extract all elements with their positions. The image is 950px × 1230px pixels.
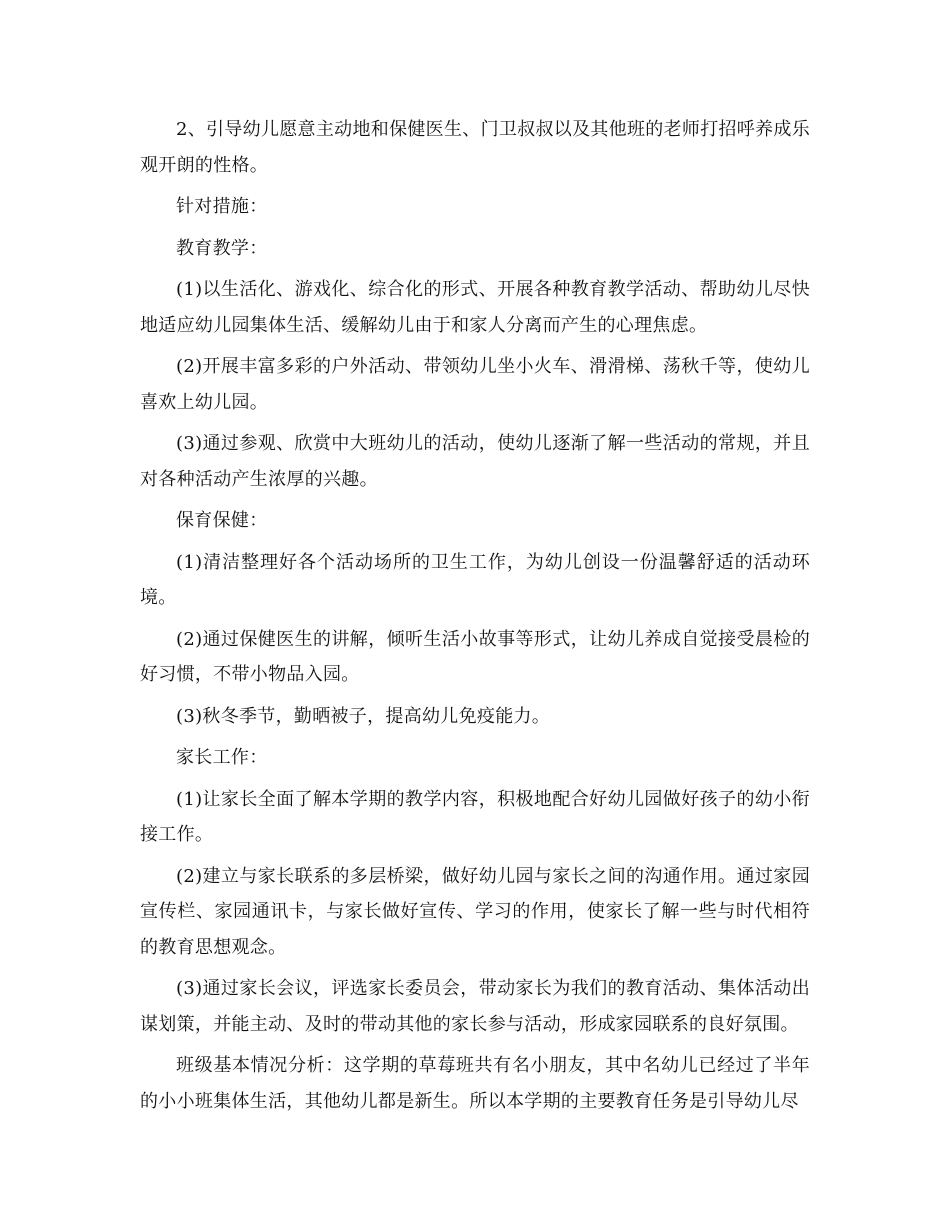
paragraph: 班级基本情况分析：这学期的草莓班共有名小朋友，其中名幼儿已经过了半年的小小班集体生活，其他幼儿都是新生。所以本学期的主要教育任务是引导幼儿尽 [140,1055,810,1112]
paragraph: 教育教学： [176,237,268,259]
paragraph: 保育保健： [176,510,268,531]
paragraph: (2)开展丰富多彩的户外活动、带领幼儿坐小火车、滑滑梯、荡秋千等，使幼儿喜欢上幼儿园。 [140,356,810,413]
paragraph: (2)通过保健医生的讲解，倾听生活小故事等形式，让幼儿养成自觉接受晨检的好习惯，不带小物品入园。 [140,628,810,685]
paragraph: (1)清洁整理好各个活动场所的卫生工作，为幼儿创设一份温馨舒适的活动环境。 [140,551,810,608]
paragraph: (2)建立与家长联系的多层桥梁，做好幼儿园与家长之间的沟通作用。通过家园宣传栏、家园通讯卡，与家长做好宣传、学习的作用，使家长了解一些与时代相符的教育思想观念。 [140,865,810,958]
paragraph: (1)让家长全面了解本学期的教学内容，积极地配合好幼儿园做好孩子的幼小衔接工作。 [140,788,810,845]
document-body [140,112,810,1119]
paragraph: (3)秋冬季节，勤晒被子，提高幼儿免疫能力。 [176,705,551,727]
paragraph: 2、引导幼儿愿意主动地和保健医生、门卫叔叔以及其他班的老师打招呼养成乐观开朗的性格。 [140,119,810,176]
paragraph: (3)通过参观、欣赏中大班幼儿的活动，使幼儿逐渐了解一些活动的常规，并且对各种活动产生浓厚的兴趣。 [140,433,810,490]
paragraph: 家长工作： [176,747,268,768]
paragraph: (3)通过家长会议，评选家长委员会，带动家长为我们的教育活动、集体活动出谋划策，并能主动、及时的带动其他的家长参与活动，形成家园联系的良好氛围。 [140,978,810,1035]
paragraph: 针对措施： [176,196,268,217]
paragraph: (1)以生活化、游戏化、综合化的形式、开展各种教育教学活动、帮助幼儿尽快地适应幼儿园集体生活、缓解幼儿由于和家人分离而产生的心理焦虑。 [140,279,810,336]
